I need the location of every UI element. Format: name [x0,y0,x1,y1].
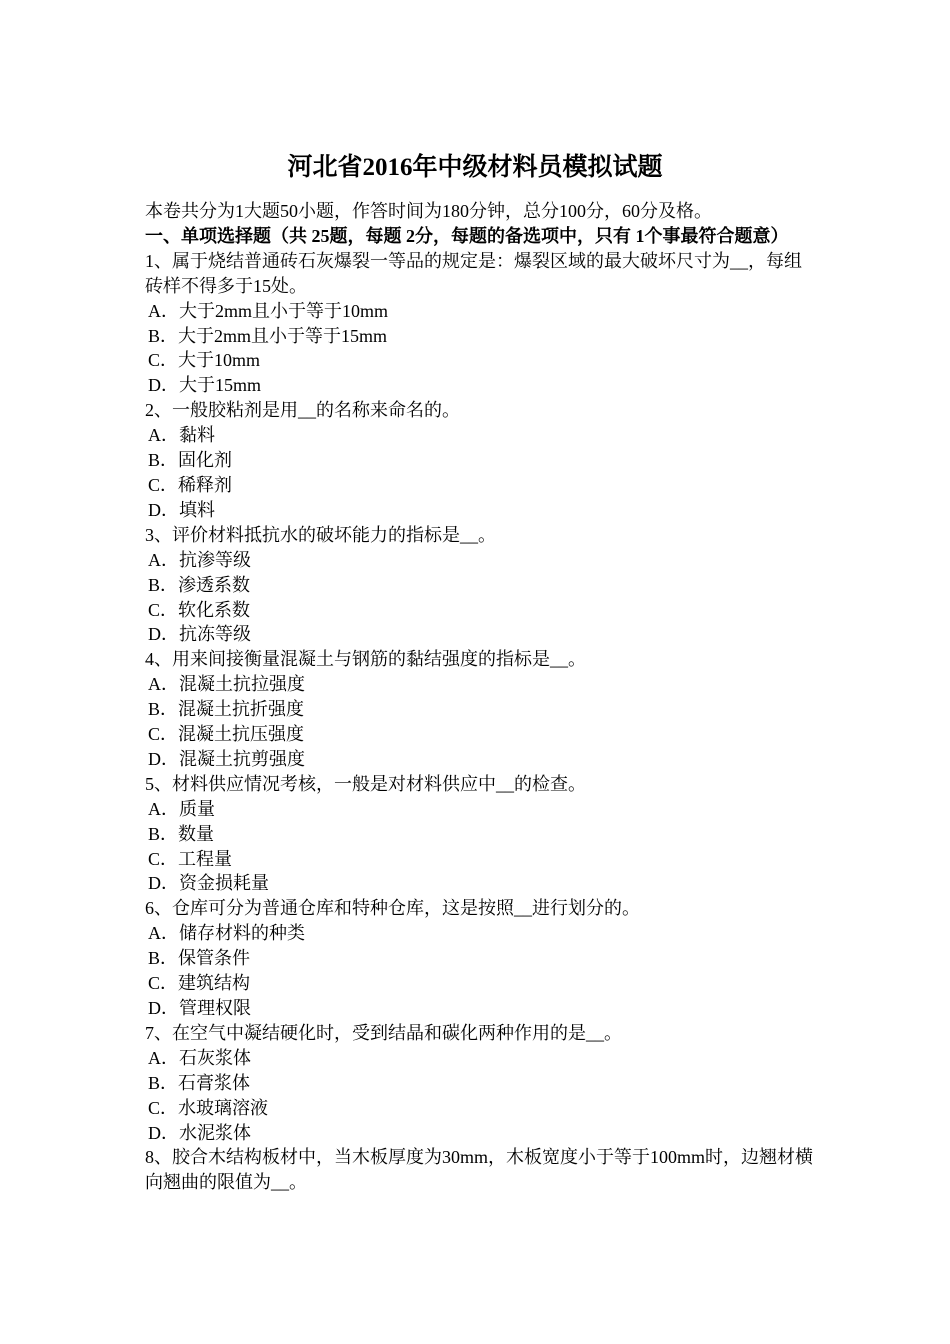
question-item [145,772,813,897]
answer-option [145,1096,813,1121]
option-text: 混凝土抗剪强度 [179,748,305,769]
question-stem: 6、仓库可分为普通仓库和特种仓库，这是按照__进行划分的。 [145,898,640,919]
option-text: 储存材料的种类 [179,923,305,944]
question-item [145,1145,813,1195]
option-letter: A． [148,674,179,695]
option-text: 质量 [179,798,215,819]
exam-intro: 本卷共分为1大题50小题，作答时间为180分钟，总分100分，60分及格。 [145,201,712,221]
answer-option [145,697,813,722]
option-text: 固化剂 [178,450,233,471]
question-item [145,398,813,523]
answer-option [145,1121,813,1146]
option-letter: D． [148,499,179,520]
option-text: 资金损耗量 [179,873,269,894]
option-text: 黏料 [179,425,215,446]
option-letter: C． [148,350,179,371]
answer-option [145,598,813,623]
option-text: 渗透系数 [178,574,251,595]
option-text: 软化系数 [178,599,251,620]
question-stem: 3、评价材料抵抗水的破坏能力的指标是__。 [145,524,496,545]
option-text: 抗冻等级 [179,624,251,645]
option-letter: A． [148,425,179,446]
option-letter: C． [148,973,179,994]
question-stem: 7、在空气中凝结硬化时，受到结晶和碳化两种作用的是__。 [145,1022,622,1043]
option-letter: B． [148,699,179,720]
answer-option [145,822,813,847]
option-text: 石灰浆体 [179,1047,251,1068]
option-letter: C． [148,474,179,495]
option-text: 水玻璃溶液 [178,1097,269,1118]
option-letter: D． [148,748,179,769]
document-body [145,199,813,1195]
option-letter: D． [148,873,179,894]
option-text: 大于2mm且小于等于15mm [178,325,388,346]
answer-option [145,871,813,896]
option-text: 保管条件 [178,948,251,969]
option-letter: C． [148,599,179,620]
question-item [145,523,813,648]
option-letter: A． [148,1047,179,1068]
answer-option [145,473,813,498]
question-item [145,896,813,1021]
option-letter: B． [148,823,179,844]
question-list [145,249,813,1195]
option-letter: A． [148,798,179,819]
option-letter: C． [148,724,179,745]
question-item [145,249,813,398]
option-letter: C． [148,848,179,869]
option-letter: A． [148,300,179,321]
option-text: 大于2mm且小于等于10mm [179,300,389,321]
question-stem: 5、材料供应情况考核，一般是对材料供应中__的检查。 [145,773,586,794]
answer-option [145,797,813,822]
question-stem: 2、一般胶粘剂是用__的名称来命名的。 [145,400,460,421]
answer-option [145,996,813,1021]
option-letter: A． [148,923,179,944]
answer-option [145,672,813,697]
answer-option [145,348,813,373]
option-text: 管理权限 [179,998,251,1018]
answer-option [145,921,813,946]
answer-option [145,548,813,573]
option-text: 石膏浆体 [178,1072,251,1093]
answer-option [145,722,813,747]
option-text: 混凝土抗折强度 [178,699,305,720]
answer-option [145,448,813,473]
question-item [145,1021,813,1146]
option-letter: C． [148,1097,179,1118]
option-letter: D． [148,1122,179,1143]
option-text: 大于10mm [178,350,261,371]
option-text: 混凝土抗压强度 [178,724,305,745]
question-item [145,647,813,772]
option-letter: D． [148,998,179,1018]
answer-option [145,324,813,349]
answer-option [145,971,813,996]
answer-option [145,423,813,448]
question-stem: 4、用来间接衡量混凝土与钢筋的黏结强度的指标是__。 [145,649,586,670]
answer-option [145,373,813,398]
option-letter: B． [148,574,179,595]
answer-option [145,573,813,598]
answer-option [145,498,813,523]
answer-option [145,299,813,324]
option-text: 大于15mm [179,375,262,396]
option-letter: B． [148,450,179,471]
option-text: 工程量 [178,848,233,869]
answer-option [145,1046,813,1071]
answer-option [145,1071,813,1096]
option-text: 稀释剂 [178,474,233,495]
question-stem: 8、胶合木结构板材中，当木板厚度为30mm，木板宽度小于等于100mm时，边翘材横向翘曲的限值为__。 [145,1147,814,1193]
option-letter: A． [148,549,179,570]
answer-option [145,946,813,971]
answer-option [145,847,813,872]
option-letter: D． [148,375,179,396]
answer-option [145,747,813,772]
option-letter: B． [148,1072,179,1093]
answer-option [145,622,813,647]
option-text: 填料 [179,499,215,520]
section-heading: 一、单项选择题（共 25题，每题 2分，每题的备选项中，只有 1个事最符合题意） [145,225,789,246]
option-text: 数量 [178,823,215,844]
option-text: 建筑结构 [178,973,251,994]
option-letter: B． [148,948,179,969]
page-title: 河北省2016年中级材料员模拟试题 [287,154,663,181]
option-text: 抗渗等级 [179,549,251,570]
option-text: 水泥浆体 [179,1122,251,1143]
question-stem: 1、属于烧结普通砖石灰爆裂一等品的规定是：爆裂区域的最大破坏尺寸为__，每组砖样不得多于15处。 [145,250,802,296]
option-letter: B． [148,325,179,346]
option-letter: D． [148,624,179,645]
option-text: 混凝土抗拉强度 [179,674,305,695]
